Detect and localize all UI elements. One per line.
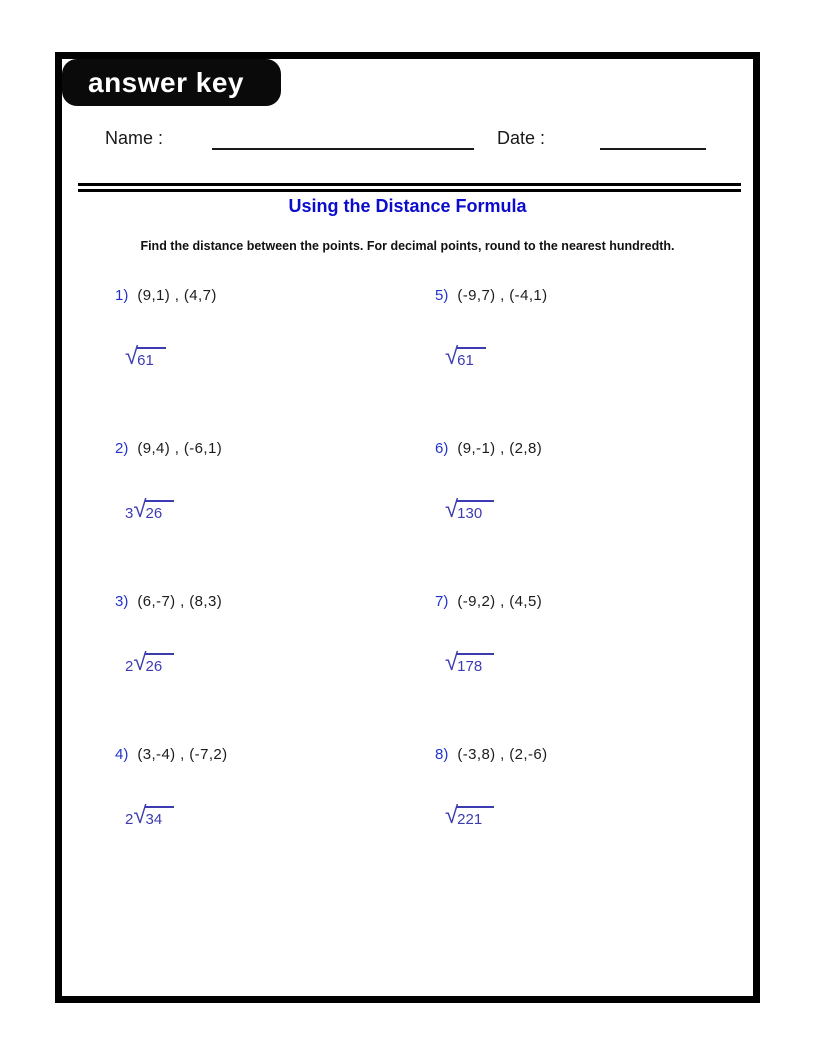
problem-1-answer — [125, 345, 435, 371]
answer-radicand: 178 — [456, 653, 494, 675]
problem-7 — [435, 592, 735, 745]
problem-3-points: (6,-7) , (8,3) — [137, 593, 223, 610]
problem-4-number: 4) — [115, 746, 129, 763]
name-label: Name : — [105, 128, 164, 148]
problem-6-points: (9,-1) , (2,8) — [457, 440, 543, 457]
radical-icon: √ — [133, 802, 147, 829]
problem-4-line — [115, 745, 435, 764]
problem-3 — [115, 592, 435, 745]
problem-3-number: 3) — [115, 593, 129, 610]
problem-1-line — [115, 286, 435, 305]
problems-grid — [115, 286, 735, 898]
radical-icon: √ — [445, 649, 459, 676]
header-divider-rule — [78, 183, 741, 192]
radical-icon: √ — [445, 496, 459, 523]
problem-7-answer — [445, 651, 735, 677]
radical-icon: √ — [133, 649, 147, 676]
answer-key-label: answer key — [88, 66, 244, 98]
problem-6-number: 6) — [435, 440, 449, 457]
answer-radicand: 130 — [456, 500, 494, 522]
answer-coefficient: 2 — [125, 658, 134, 675]
problem-8 — [435, 745, 735, 898]
radical-icon: √ — [133, 496, 147, 523]
problem-5 — [435, 286, 735, 439]
problem-6-answer — [445, 498, 735, 524]
problem-5-points: (-9,7) , (-4,1) — [457, 287, 548, 304]
problem-1-points: (9,1) , (4,7) — [137, 287, 217, 304]
problem-3-answer — [125, 651, 435, 677]
problem-6-line — [435, 439, 735, 458]
problem-2-line — [115, 439, 435, 458]
problem-7-number: 7) — [435, 593, 449, 610]
problem-7-points: (-9,2) , (4,5) — [457, 593, 543, 610]
problem-3-line — [115, 592, 435, 611]
radical-icon: √ — [445, 343, 459, 370]
answer-key-badge — [62, 59, 281, 106]
problem-4-points: (3,-4) , (-7,2) — [137, 746, 228, 763]
date-label: Date : — [497, 128, 546, 148]
radical-icon: √ — [445, 802, 459, 829]
name-fill-line — [212, 130, 474, 150]
problem-1 — [115, 286, 435, 439]
answer-radicand: 61 — [456, 347, 486, 369]
answer-radicand: 26 — [145, 653, 175, 675]
problem-5-answer — [445, 345, 735, 371]
answer-radicand: 61 — [136, 347, 166, 369]
problem-7-line — [435, 592, 735, 611]
problem-5-number: 5) — [435, 287, 449, 304]
answer-coefficient: 2 — [125, 811, 134, 828]
problem-4 — [115, 745, 435, 898]
answer-radicand: 26 — [145, 500, 175, 522]
problem-8-number: 8) — [435, 746, 449, 763]
problem-5-line — [435, 286, 735, 305]
answer-radicand: 221 — [456, 806, 494, 828]
worksheet-title: Using the Distance Formula — [288, 196, 527, 216]
problem-4-answer — [125, 804, 435, 830]
radical-icon: √ — [125, 343, 139, 370]
problem-1-number: 1) — [115, 287, 129, 304]
problem-2-answer — [125, 498, 435, 524]
problem-8-line — [435, 745, 735, 764]
problem-2-number: 2) — [115, 440, 129, 457]
problem-2-points: (9,4) , (-6,1) — [137, 440, 223, 457]
problem-6 — [435, 439, 735, 592]
problem-8-points: (-3,8) , (2,-6) — [457, 746, 548, 763]
date-fill-line — [600, 130, 706, 150]
answer-radicand: 34 — [145, 806, 175, 828]
answer-coefficient: 3 — [125, 505, 134, 522]
problem-2 — [115, 439, 435, 592]
worksheet-instructions: Find the distance between the points. For decimal points, round to the nearest hundredth. — [140, 239, 675, 253]
problem-8-answer — [445, 804, 735, 830]
